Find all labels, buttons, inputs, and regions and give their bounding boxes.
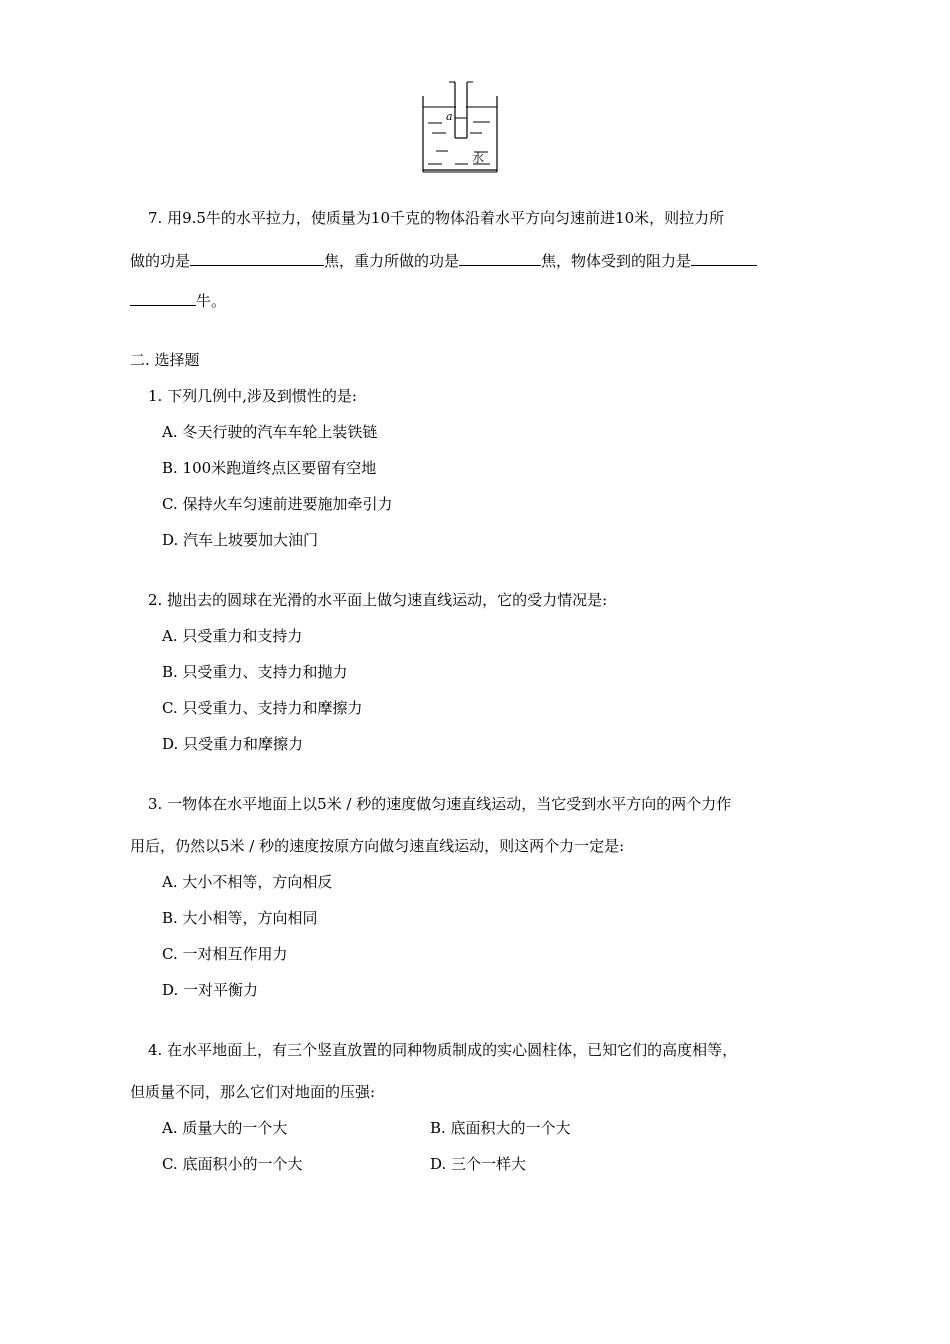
q7-text-a: 做的功是: [130, 252, 191, 270]
q7-text-b: 焦，重力所做的功是: [324, 252, 460, 270]
q7-text-c: 焦，物体受到的阻力是: [541, 252, 692, 270]
q7-text-d: 牛。: [196, 292, 227, 310]
label-a: a: [446, 110, 453, 123]
section-title: 二. 选择题: [130, 351, 200, 369]
q7-line3: [130, 290, 226, 311]
q4-option-b[interactable]: B. 底面积大的一个大: [430, 1119, 571, 1137]
q3-stem-line2: 用后，仍然以5米 / 秒的速度按原方向做匀速直线运动，则这两个力一定是:: [130, 837, 625, 855]
q2-stem: 2. 抛出去的圆球在光滑的水平面上做匀速直线运动，它的受力情况是:: [148, 591, 608, 609]
q4-stem-line2: 但质量不同，那么它们对地面的压强:: [130, 1083, 376, 1101]
q7-line2: [130, 250, 757, 271]
q7-blank-3b[interactable]: [130, 290, 196, 306]
q3-option-c[interactable]: C. 一对相互作用力: [162, 945, 288, 963]
q4-stem-line1: 4. 在水平地面上，有三个竖直放置的同种物质制成的实心圆柱体，已知它们的高度相等，: [148, 1041, 738, 1059]
q1-stem: 1. 下列几例中,涉及到惯性的是:: [148, 387, 357, 405]
q3-option-b[interactable]: B. 大小相等，方向相同: [162, 909, 318, 927]
label-water: 水: [472, 151, 485, 165]
q1-option-a[interactable]: A. 冬天行驶的汽车车轮上装铁链: [162, 423, 378, 441]
q2-option-d[interactable]: D. 只受重力和摩擦力: [162, 735, 304, 753]
q3-option-d[interactable]: D. 一对平衡力: [162, 981, 259, 999]
q2-option-c[interactable]: C. 只受重力、支持力和摩擦力: [162, 699, 363, 717]
q1-option-d[interactable]: D. 汽车上坡要加大油门: [162, 531, 319, 549]
q4-option-a[interactable]: A. 质量大的一个大: [162, 1119, 288, 1137]
q7-line1: 7. 用9.5牛的水平拉力，使质量为10千克的物体沿着水平方向匀速前进10米，则拉力所: [148, 209, 725, 227]
q2-option-b[interactable]: B. 只受重力、支持力和抛力: [162, 663, 348, 681]
q7-blank-1[interactable]: [190, 250, 324, 266]
q4-option-d[interactable]: D. 三个一样大: [430, 1155, 527, 1173]
q4-option-c[interactable]: C. 底面积小的一个大: [162, 1155, 303, 1173]
q1-option-b[interactable]: B. 100米跑道终点区要留有空地: [162, 459, 377, 477]
q3-option-a[interactable]: A. 大小不相等，方向相反: [162, 873, 333, 891]
q2-option-a[interactable]: A. 只受重力和支持力: [162, 627, 303, 645]
q7-blank-2[interactable]: [459, 250, 541, 266]
q7-blank-3a[interactable]: [691, 250, 757, 266]
q3-stem-line1: 3. 一物体在水平地面上以5米 / 秒的速度做匀速直线运动，当它受到水平方向的两个力作: [148, 795, 732, 813]
container-figure: [418, 80, 502, 174]
q1-option-c[interactable]: C. 保持火车匀速前进要施加牵引力: [162, 495, 393, 513]
